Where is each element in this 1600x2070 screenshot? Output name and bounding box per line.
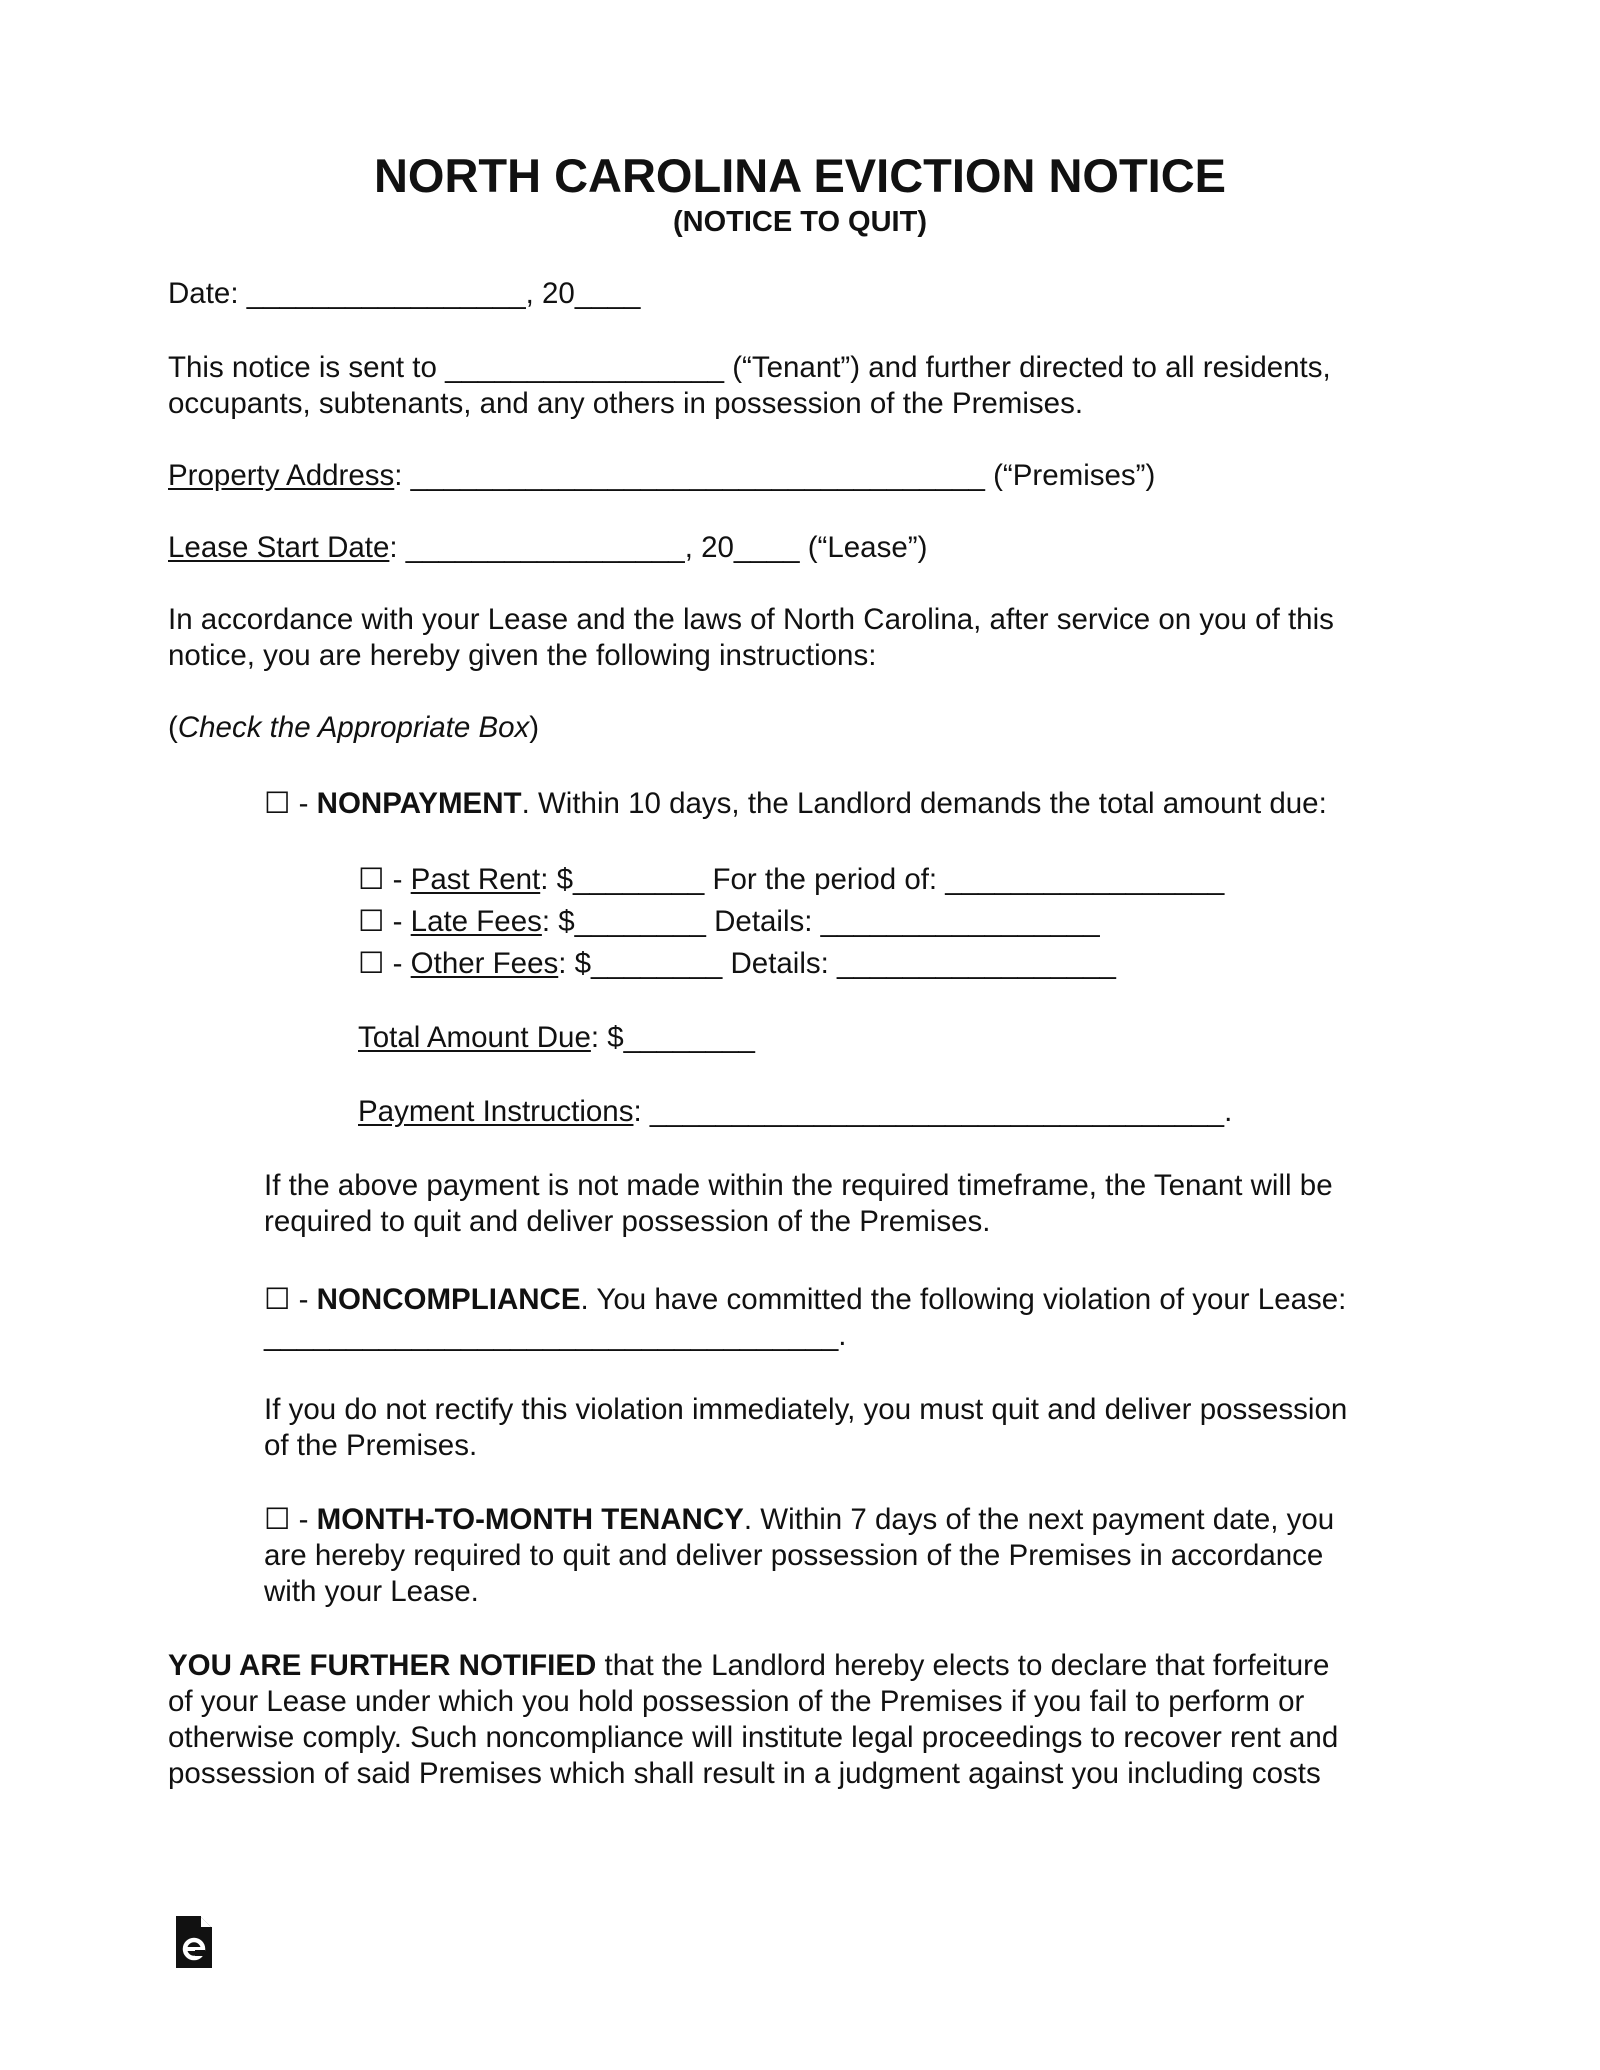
lease-start-blank: : _________________, 20____ (“Lease”) (389, 531, 928, 564)
noncompliance-text: . You have committed the following violation of your Lease: (580, 1283, 1347, 1316)
further-notified-heading: YOU ARE FURTHER NOTIFIED (168, 1649, 597, 1682)
month-to-month-option (264, 1502, 1334, 1538)
payment-instructions-blank: : ___________________________________. (633, 1095, 1233, 1128)
further-notified-line-4: possession of said Premises which shall result in a judgment against you including costs (168, 1757, 1321, 1790)
nonpayment-consequence-1: If the above payment is not made within the required timeframe, the Tenant will be (264, 1169, 1333, 1202)
late-fees-item (358, 904, 1100, 940)
lease-start-line (168, 530, 927, 566)
month-to-month-text: . Within 7 days of the next payment date, you (743, 1503, 1335, 1536)
further-notified-line-1 (168, 1648, 1329, 1684)
further-notified-text: that the Landlord hereby elects to declare that forfeiture (596, 1649, 1330, 1682)
month-to-month-checkbox[interactable]: ☐ - (264, 1503, 317, 1536)
nonpayment-consequence-2: required to quit and deliver possession of the Premises. (264, 1205, 991, 1238)
past-rent-label: Past Rent (410, 863, 541, 896)
nonpayment-text: . Within 10 days, the Landlord demands the total amount due: (521, 787, 1327, 820)
property-address-blank: : ___________________________________ (“Premises”) (394, 459, 1156, 492)
nonpayment-heading: NONPAYMENT (316, 787, 522, 820)
document-title: NORTH CAROLINA EVICTION NOTICE (373, 149, 1227, 202)
date-line: Date: _________________, 20____ (168, 277, 641, 310)
eforms-logo-icon (176, 1916, 212, 1968)
further-notified-line-3: otherwise comply. Such noncompliance will institute legal proceedings to recover rent and (168, 1721, 1339, 1754)
noncompliance-heading: NONCOMPLIANCE (316, 1283, 581, 1316)
notice-to-line-1: This notice is sent to _________________ (“Tenant”) and further directed to all residents, (168, 351, 1331, 384)
past-rent-checkbox[interactable]: ☐ - (358, 863, 411, 896)
other-fees-item (358, 946, 1116, 982)
paren-close: ) (529, 711, 540, 744)
noncompliance-checkbox[interactable]: ☐ - (264, 1283, 317, 1316)
noncompliance-consequence-2: of the Premises. (264, 1429, 478, 1462)
past-rent-item (358, 862, 1224, 898)
document-subtitle: (NOTICE TO QUIT) (672, 206, 927, 238)
noncompliance-blank: ___________________________________. (264, 1319, 847, 1352)
accordance-line-2: notice, you are hereby given the following instructions: (168, 639, 877, 672)
past-rent-blank: : $________ For the period of: _________________ (540, 863, 1225, 896)
late-fees-checkbox[interactable]: ☐ - (358, 905, 411, 938)
late-fees-label: Late Fees (410, 905, 542, 938)
total-amount-line (358, 1020, 755, 1056)
nonpayment-checkbox[interactable]: ☐ - (264, 787, 317, 820)
lease-start-label: Lease Start Date (168, 531, 390, 564)
noncompliance-consequence-1: If you do not rectify this violation immediately, you must quit and deliver possession (264, 1393, 1348, 1426)
paren-open: ( (168, 711, 178, 744)
property-address-label: Property Address (168, 459, 395, 492)
other-fees-label: Other Fees (410, 947, 559, 980)
further-notified-line-2: of your Lease under which you hold possession of the Premises if you fail to perform or (168, 1685, 1305, 1718)
payment-instructions-label: Payment Instructions (358, 1095, 634, 1128)
total-amount-label: Total Amount Due (358, 1021, 591, 1054)
noncompliance-option (264, 1282, 1346, 1318)
check-box-text: Check the Appropriate Box (177, 711, 530, 744)
notice-to-line-2: occupants, subtenants, and any others in possession of the Premises. (168, 387, 1084, 420)
month-to-month-heading: MONTH-TO-MONTH TENANCY (316, 1503, 744, 1536)
accordance-line-1: In accordance with your Lease and the laws of North Carolina, after service on you of this (168, 603, 1334, 636)
other-fees-checkbox[interactable]: ☐ - (358, 947, 411, 980)
payment-instructions-line (358, 1094, 1232, 1130)
month-to-month-line-2: are hereby required to quit and deliver possession of the Premises in accordance (264, 1539, 1324, 1572)
late-fees-blank: : $________ Details: _________________ (541, 905, 1100, 938)
other-fees-blank: : $________ Details: _________________ (558, 947, 1116, 980)
nonpayment-option (264, 786, 1327, 822)
property-address-line (168, 458, 1155, 494)
month-to-month-line-3: with your Lease. (264, 1575, 479, 1608)
total-amount-blank: : $________ (590, 1021, 755, 1054)
check-box-instruction (168, 710, 539, 746)
